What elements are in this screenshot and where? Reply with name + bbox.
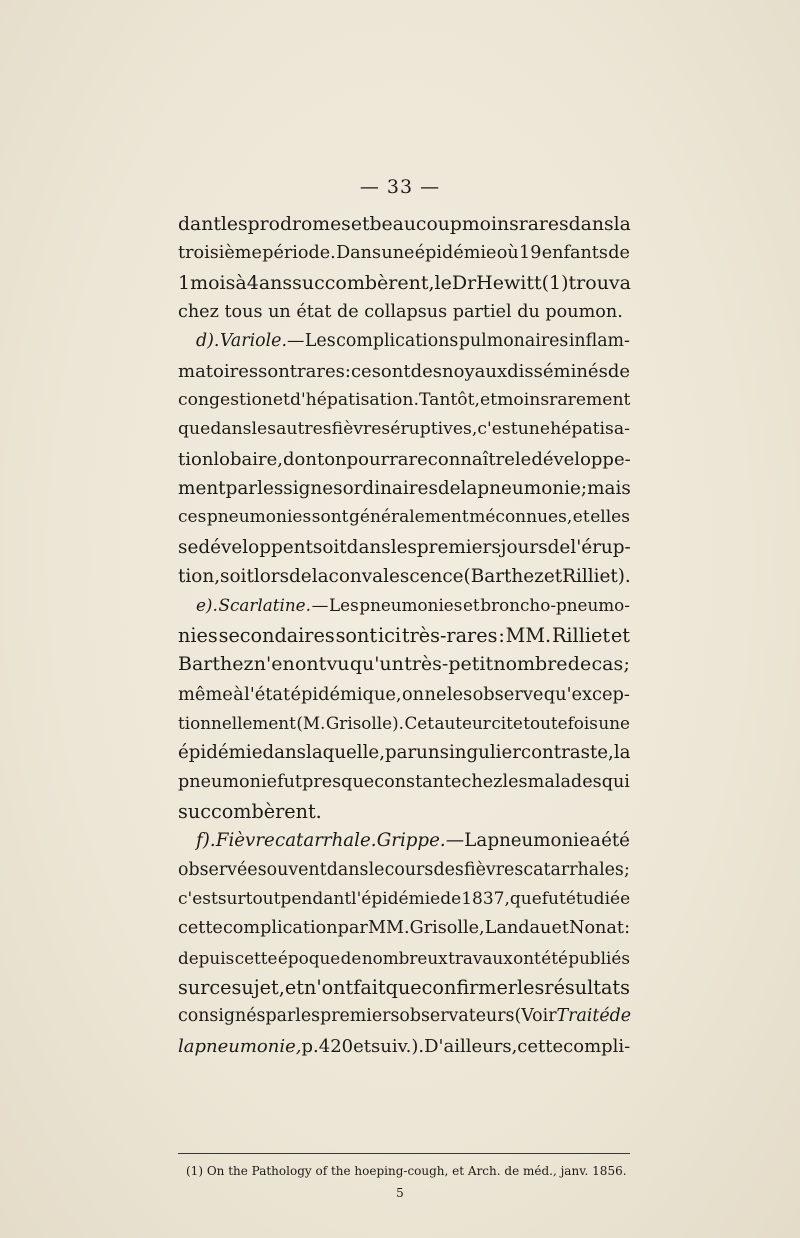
text-line: même à l'état épidémique, on ne les observe qu'excep- [178, 683, 630, 705]
text-line: Barthez n'en ont vu qu'un très-petit nombre de cas ; [178, 653, 630, 676]
section-heading-scarlatine: e). Scarlatine. — Les pneumonies et broncho-pneumo- [196, 595, 630, 616]
text-line: cette complication par MM. Grisolle, Landau et Nonat : [178, 918, 630, 939]
text-line: sur ce sujet, et n'ont fait que confirmer les résultats [178, 975, 630, 999]
footnote: (1) On the Pathology of the hoeping-cough, et Arch. de méd., janv. 1856. [186, 1164, 627, 1178]
text-line: troisième période. Dans une épidémie où 19 enfants de [178, 243, 630, 264]
text-line: tion, soit lors de la convalescence (Barthez et Rilliet). [178, 566, 631, 588]
signature-mark: 5 [396, 1186, 404, 1200]
text-line: nies secondaires sont ici très-rares : MM. Rilliet et [178, 623, 630, 647]
text-line: matoires sont rares : ce sont des noyaux disséminés de [178, 360, 630, 382]
text-line: se développent soit dans les premiers jours de l'érup- [178, 536, 631, 558]
text-line: chez tous un état de collapsus partiel du poumon. [178, 302, 623, 323]
text-line: ment par les signes ordinaires de la pneumonie ; mais [178, 478, 631, 500]
text-line: que dans les autres fièvres éruptives, c'est une hépatisa- [178, 419, 630, 440]
body-text [178, 210, 630, 1061]
text-line: épidémie dans laquelle, par un singulier contraste, la [178, 742, 631, 764]
text-line: dant les prodromes et beaucoup moins rares dans la [178, 214, 631, 235]
text-line: tionnellement (M. Grisolle). Cet auteur cite toutefois une [178, 712, 630, 733]
text-line: pneumonie fut presque constante chez les malades qui [178, 771, 630, 792]
text-line: tion lobaire, dont on pourra reconnaître le développe- [178, 448, 631, 470]
text-line: depuis cette époque de nombreux travaux ont été publiés [178, 947, 630, 968]
text-line: la pneumonie, p. 420 et suiv.). D'ailleurs, cette compli- [178, 1035, 631, 1057]
text-line: c'est surtout pendant l'épidémie de 1837, que fut étudiée [178, 888, 631, 909]
text-line: 1 mois à 4 ans succombèrent, le Dr Hewitt (1) trouva [178, 271, 631, 294]
text-line: consignés par les premiers observateurs (Voir Traité de [178, 1006, 632, 1027]
text-line: observée souvent dans le cours des fièvres catarrhales ; [178, 859, 630, 880]
text-line: succombèrent. [178, 799, 322, 823]
text-line: congestion et d'hépatisation. Tantôt, et moins rarement [178, 390, 631, 411]
text-line: ces pneumonies sont généralement méconnues, et elles [178, 507, 630, 528]
page-number: — 33 — [359, 176, 441, 198]
section-heading-variole: d). Variole.— Les complications pulmonaires inflam- [196, 331, 630, 352]
section-heading-fievre-catarrhale: f). Fièvre catarrhale. Grippe. — La pneumonie a été [196, 830, 630, 852]
footnote-divider [178, 1153, 630, 1154]
